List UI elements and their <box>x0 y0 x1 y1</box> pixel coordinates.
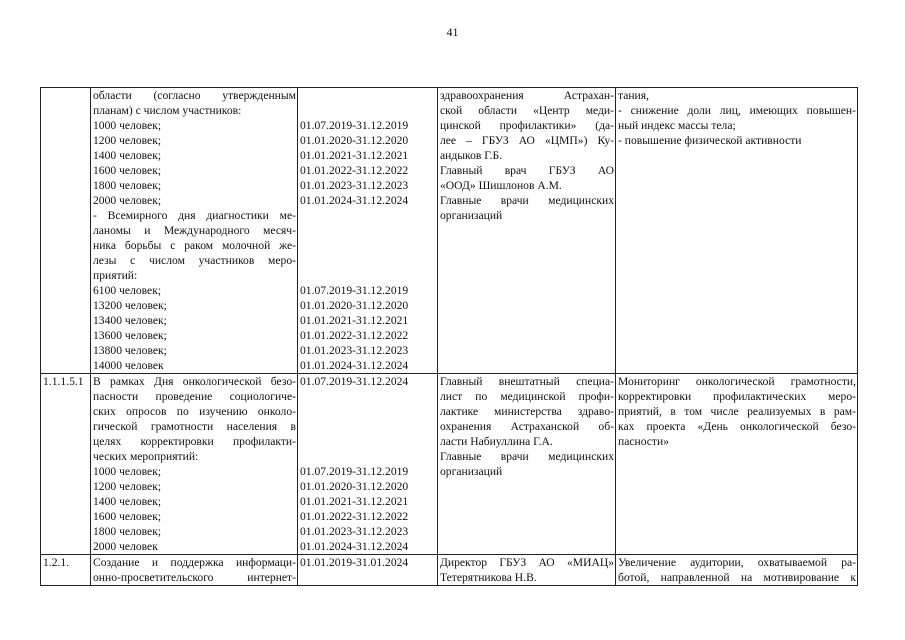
item-number: 1.1.1.5.1 <box>43 375 84 388</box>
period-cell <box>298 555 438 586</box>
cell-line: 01.01.2020-31.12.2020 <box>300 480 409 493</box>
cell-line: области (согласно утвержденным <box>93 89 296 102</box>
cell-line: гической грамотности населения в <box>93 420 296 433</box>
cell-line: 1800 человек; <box>93 179 162 192</box>
cell-line: 01.07.2019-31.12.2024 <box>300 375 409 388</box>
cell-line: 1200 человек; <box>93 134 162 147</box>
cell-line: 01.01.2022-31.12.2022 <box>300 510 409 523</box>
activity-cell <box>91 88 298 374</box>
cell-line: 13400 человек; <box>93 314 167 327</box>
item-number <box>43 88 89 103</box>
cell-line: планам) с числом участников: <box>93 104 242 117</box>
cell-line: 6100 человек; <box>93 284 162 297</box>
cell-line: - снижение доли лиц, имеющих повышен- <box>618 104 856 117</box>
cell-line: ских опросов по изучению онколо- <box>93 405 296 418</box>
cell-line: Главный врач ГБУЗ АО <box>440 164 614 177</box>
cell-line: ческих мероприятий: <box>93 450 199 463</box>
cell-line: 01.01.2023-31.12.2023 <box>300 525 409 538</box>
cell-line: Создание и поддержка информаци- <box>93 556 296 569</box>
cell-line: 01.01.2023-31.12.2023 <box>300 179 409 192</box>
cell-line: В рамках Дня онкологической безо- <box>93 375 296 388</box>
cell-line: 01.01.2022-31.12.2022 <box>300 329 409 342</box>
cell-line: 1200 человек; <box>93 480 162 493</box>
cell-line: тания, <box>618 89 649 102</box>
activity-cell <box>91 555 298 586</box>
item-number-cell <box>41 88 91 374</box>
cell-line: 14000 человек <box>93 359 164 372</box>
table-row <box>41 88 858 374</box>
cell-line: ской области «Центр меди- <box>440 104 614 117</box>
result-cell <box>616 555 858 586</box>
cell-line: 01.01.2020-31.12.2020 <box>300 299 409 312</box>
cell-line: 01.01.2020-31.12.2020 <box>300 134 409 147</box>
cell-line: Главный внештатный специа- <box>440 375 614 388</box>
cell-line: лактике министерства здраво- <box>440 405 614 418</box>
cell-line: приятий, в том числе реализуемых в рам- <box>618 405 856 418</box>
cell-line: - повышение физической активности <box>618 134 802 147</box>
cell-line: ласти Набиуллина Г.А. <box>440 435 553 448</box>
cell-line: 1600 человек; <box>93 510 162 523</box>
cell-line: 01.01.2024-31.12.2024 <box>300 540 409 553</box>
cell-line <box>300 253 436 268</box>
cell-line: 01.01.2019-31.01.2024 <box>300 556 409 569</box>
cell-line: организаций <box>440 465 503 478</box>
cell-line: 01.07.2019-31.12.2019 <box>300 284 409 297</box>
table-row <box>41 555 858 586</box>
cell-line <box>300 88 436 103</box>
page-number: 41 <box>446 25 459 39</box>
cell-line: 2000 человек <box>93 540 158 553</box>
cell-line: 01.01.2024-31.12.2024 <box>300 359 409 372</box>
cell-line: пасности проведение социологиче- <box>93 390 296 403</box>
cell-line: охранения Астраханской об- <box>440 420 614 433</box>
cell-line: организаций <box>440 209 503 222</box>
cell-line: здравоохранения Астрахан- <box>440 89 614 102</box>
period-cell <box>298 88 438 374</box>
cell-line <box>300 419 436 434</box>
cell-line: 13800 человек; <box>93 344 167 357</box>
cell-line <box>300 103 436 118</box>
cell-line <box>300 389 436 404</box>
cell-line: приятий: <box>93 269 138 282</box>
cell-line: «ООД» Шишлонов А.М. <box>440 179 562 192</box>
cell-line: Тетерятникова Н.В. <box>440 571 537 584</box>
cell-line: - Всемирного дня диагностики ме- <box>93 209 296 222</box>
responsible-cell <box>438 88 616 374</box>
cell-line: 1000 человек; <box>93 119 162 132</box>
result-cell <box>616 374 858 555</box>
result-cell <box>616 88 858 374</box>
activity-cell <box>91 374 298 555</box>
cell-line: лее – ГБУЗ АО «ЦМП») Ку- <box>440 134 614 147</box>
cell-line: Мониторинг онкологической грамотности, <box>618 375 856 388</box>
cell-line: Главные врачи медицинских <box>440 450 614 463</box>
cell-line <box>300 404 436 419</box>
cell-line: 01.01.2023-31.12.2023 <box>300 344 409 357</box>
cell-line: 01.01.2021-31.12.2021 <box>300 495 409 508</box>
item-number-cell <box>41 374 91 555</box>
table-row <box>41 374 858 555</box>
item-number: 1.2.1. <box>43 556 70 569</box>
cell-line: Директор ГБУЗ АО «МИАЦ» <box>440 556 614 569</box>
cell-line <box>300 449 436 464</box>
cell-line: 01.01.2021-31.12.2021 <box>300 149 409 162</box>
cell-line: ника борьбы с раком молочной же- <box>93 239 296 252</box>
cell-line: 01.07.2019-31.12.2019 <box>300 465 409 478</box>
cell-line: 1400 человек; <box>93 495 162 508</box>
cell-line: 1600 человек; <box>93 164 162 177</box>
responsible-cell <box>438 555 616 586</box>
cell-line <box>300 268 436 283</box>
cell-line: ботой, направленной на мотивирование к <box>618 571 856 584</box>
cell-line: 01.01.2022-31.12.2022 <box>300 164 409 177</box>
cell-line: 1800 человек; <box>93 525 162 538</box>
item-number-cell <box>41 555 91 586</box>
cell-line <box>300 238 436 253</box>
cell-line: андыков Г.Б. <box>440 149 503 162</box>
period-cell <box>298 374 438 555</box>
cell-line: ный индекс массы тела; <box>618 119 736 132</box>
cell-line: 2000 человек; <box>93 194 162 207</box>
cell-line: Главные врачи медицинских <box>440 194 614 207</box>
cell-line: лезы с числом участников меро- <box>93 254 296 267</box>
cell-line: онно-просветительского интернет- <box>93 571 296 584</box>
cell-line <box>300 223 436 238</box>
cell-line: ках проекта «День онкологической безо- <box>618 420 856 433</box>
cell-line: Увеличение аудитории, охватываемой ра- <box>618 556 856 569</box>
cell-line: 01.01.2021-31.12.2021 <box>300 314 409 327</box>
action-plan-table <box>40 87 858 586</box>
cell-line <box>300 208 436 223</box>
cell-line: пасности» <box>618 435 670 448</box>
cell-line: 01.01.2024-31.12.2024 <box>300 194 409 207</box>
cell-line: лист по медицинской профи- <box>440 390 614 403</box>
cell-line: 01.07.2019-31.12.2019 <box>300 119 409 132</box>
responsible-cell <box>438 374 616 555</box>
cell-line: 1000 человек; <box>93 465 162 478</box>
cell-line: корректировки профилактических меро- <box>618 390 856 403</box>
cell-line: 1400 человек; <box>93 149 162 162</box>
cell-line: ланомы и Международного месяч- <box>93 224 296 237</box>
cell-line: 13600 человек; <box>93 329 167 342</box>
cell-line <box>300 434 436 449</box>
cell-line: цинской профилактики» (да- <box>440 119 614 132</box>
cell-line: целях корректировки профилакти- <box>93 435 296 448</box>
cell-line: 13200 человек; <box>93 299 167 312</box>
